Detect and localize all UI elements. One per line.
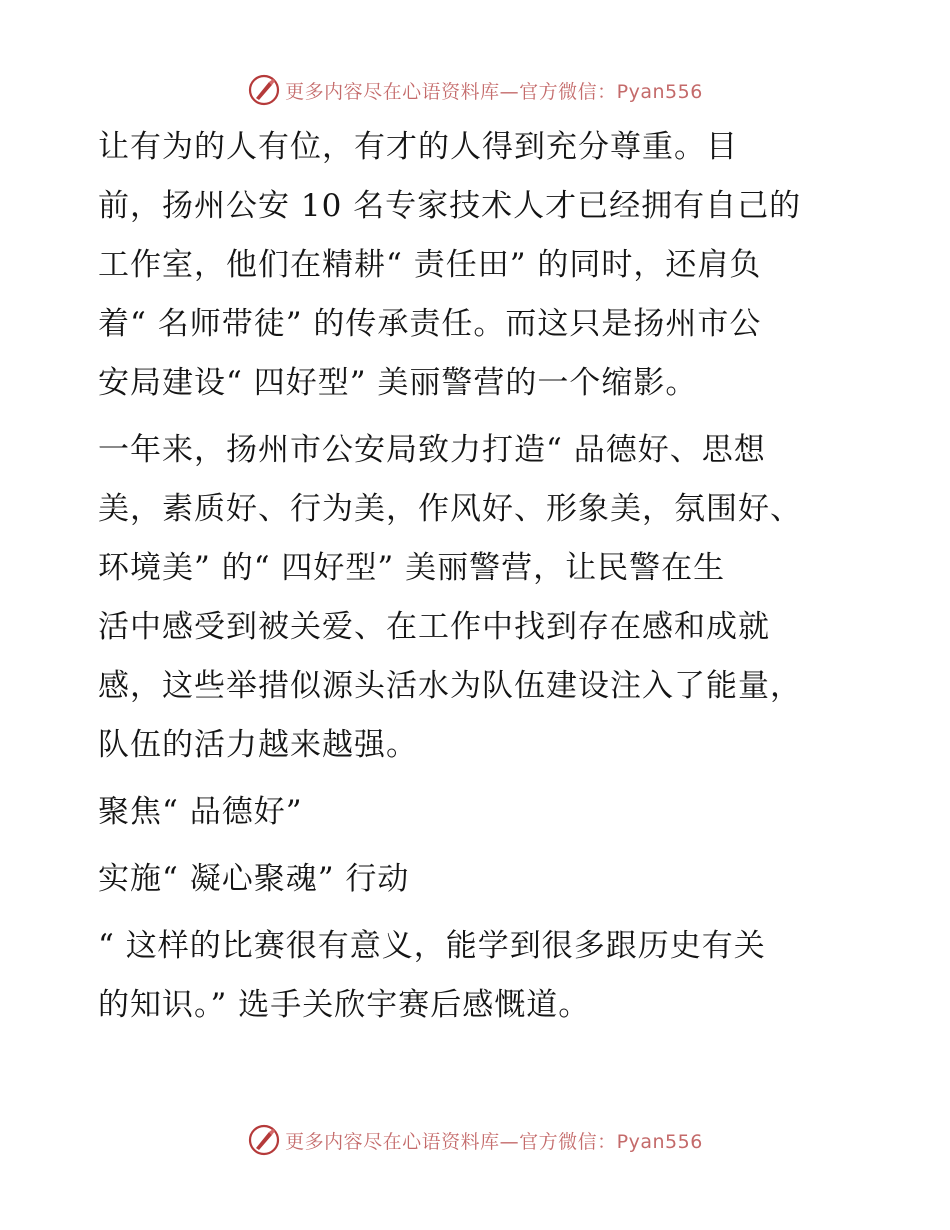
text-line: 聚焦“ 品德好” [98, 794, 303, 830]
paragraph-2 [98, 421, 858, 775]
header-watermark-text: 更多内容尽在心语资料库—官方微信：Pyan556 [285, 80, 703, 103]
paragraph-quote [98, 917, 858, 1035]
document-body [98, 118, 858, 1043]
header-watermark-banner [0, 70, 950, 110]
text-line: 环境美” 的“ 四好型” 美丽警营，让民警在生 [98, 550, 726, 586]
footer-watermark-banner [0, 1120, 950, 1160]
paragraph-1 [98, 118, 858, 413]
text-line: 队伍的活力越来越强。 [98, 727, 418, 763]
text-line: 的知识。” 选手关欣宇赛后感慨道。 [98, 987, 591, 1023]
text-line: 美，素质好、行为美，作风好、形象美，氛围好、 [98, 491, 802, 527]
text-line: 感，这些举措似源头活水为队伍建设注入了能量， [98, 668, 802, 704]
section-heading-1 [98, 783, 858, 842]
text-line: 实施“ 凝心聚魂” 行动 [98, 861, 410, 897]
section-heading-2 [98, 850, 858, 909]
pen-quill-logo-icon [247, 1123, 281, 1157]
text-line: 活中感受到被关爱、在工作中找到存在感和成就 [98, 609, 770, 645]
text-line: 一年来，扬州市公安局致力打造“ 品德好、思想 [98, 432, 766, 468]
text-line: 着“ 名师带徒” 的传承责任。而这只是扬州市公 [98, 306, 762, 342]
text-line: 工作室，他们在精耕“ 责任田” 的同时，还肩负 [98, 247, 762, 283]
text-line: 前，扬州公安 10 名专家技术人才已经拥有自己的 [98, 188, 802, 224]
footer-watermark-text: 更多内容尽在心语资料库—官方微信：Pyan556 [285, 1130, 703, 1153]
text-line: “ 这样的比赛很有意义，能学到很多跟历史有关 [98, 928, 766, 964]
text-line: 让有为的人有位，有才的人得到充分尊重。目 [98, 129, 738, 165]
text-line: 安局建设“ 四好型” 美丽警营的一个缩影。 [98, 365, 698, 401]
pen-quill-logo-icon [247, 73, 281, 107]
